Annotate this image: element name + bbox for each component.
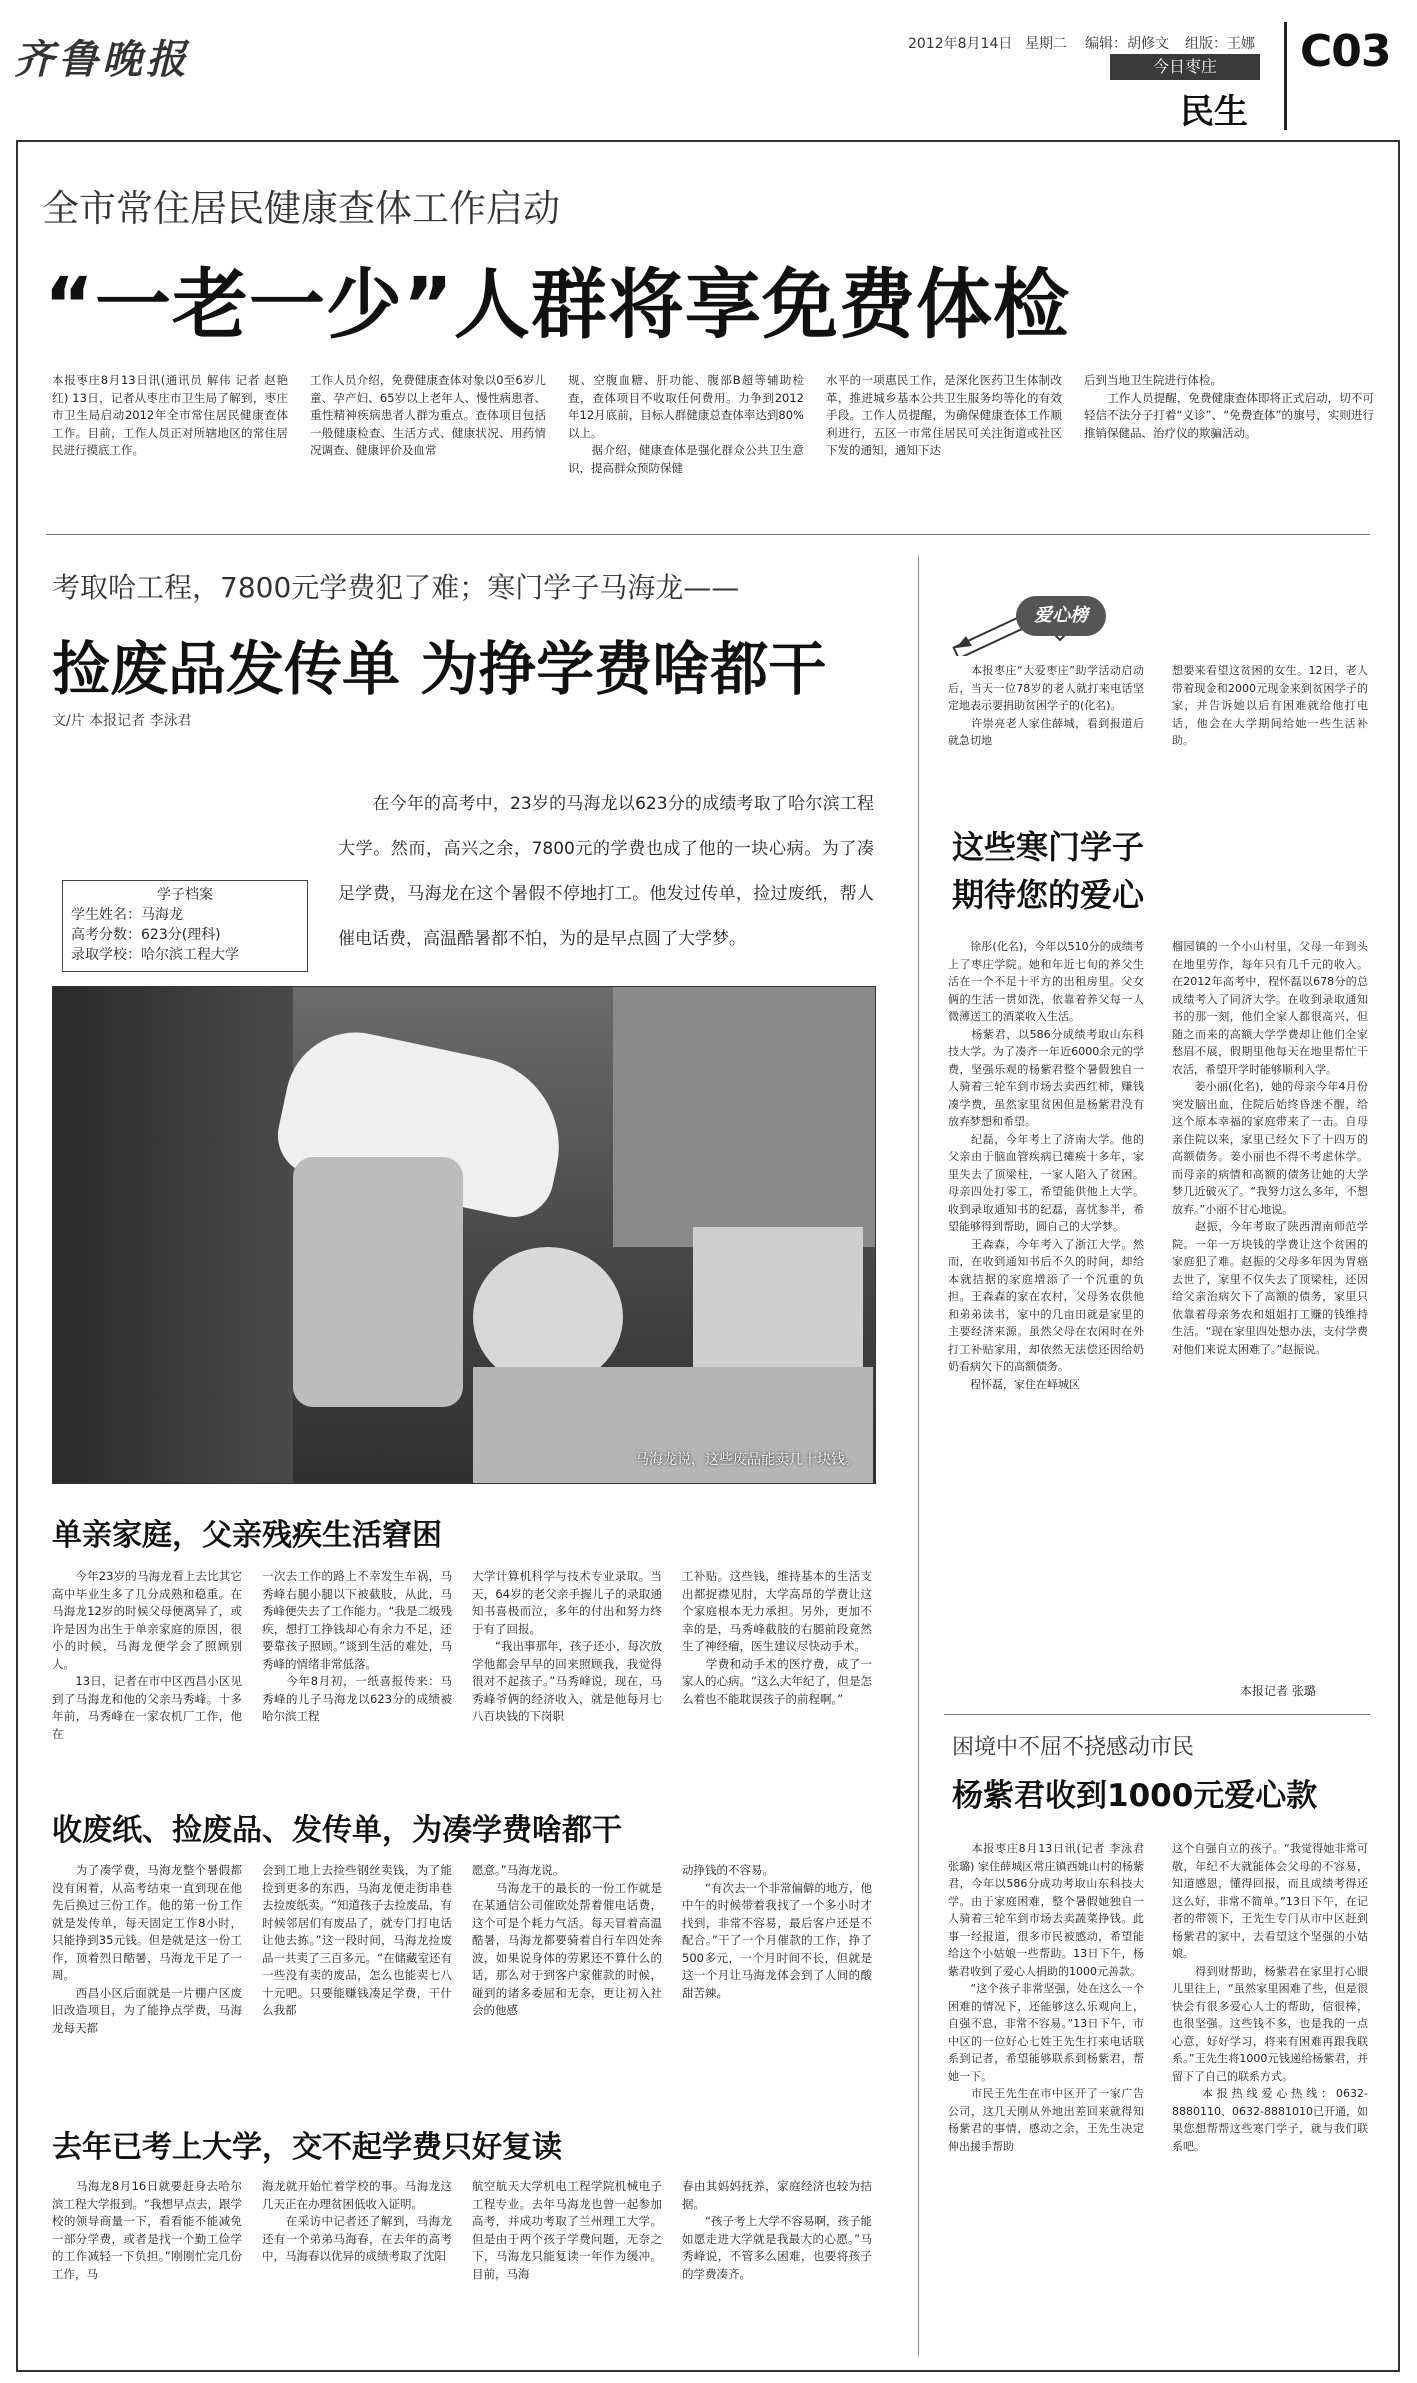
sec3-col-1: 马海龙8月16日就要赶身去哈尔滨工程大学报到。“我想早点去，跟学校的领导商量一下，看看能不能减免一部分学费，或者是找一个勤工俭学的工作减轻一下负担。”刚刚忙完几份工作，马 bbox=[52, 2179, 242, 2281]
lead-col-5: 后到当地卫生院进行体检。 工作人员提醒，免费健康查体即将正式启动，切不可轻信不法分子打着“义诊”、“免费查体”的旗号，实则进行推销保健品、治疗仪的欺骗活动。 bbox=[1084, 373, 1374, 440]
sec3-col-2: 海龙就开始忙着学校的事。马海龙这几天正在办理贫困低收入证明。 在采访中记者还了解到，马海龙还有一个弟弟马海春，在去年的高考中，马海春以优异的成绩考取了沈阳 bbox=[262, 2179, 452, 2263]
right-students-col-1: 徐彤(化名)，今年以510分的成绩考上了枣庄学院。她和年近七旬的养父生活在一个不足十平方的出租房里。父女俩的生活一贯如洗，依靠着养父每一人微薄送工的酒菜收入生活。 杨紫君，以586分成绩考取山东科技大学。为了凑齐一年近6000余元的学费，坚强乐观的杨紫君整个暑假独自一人骑着三轮车到市场去卖西红柿，赚钱凑学费，虽然家里贫困但是杨紫君没有放弃梦想和希望。 纪磊，今年考上了济南大学。他的父亲由于脑血管疾病已瘫痪十多年，家里失去了顶梁柱，一家人陷入了贫困。母亲四处打零工，希望能供他上大学。收到录取通知书的纪磊，喜忧参半，希望能够得到帮助，圆自己的大学梦。 王森森，今年考入了浙江大学。然而，在收到通知书后不久的时间，却给本就拮据的家庭增添了一个沉重的负担。王森森的家在农村，父母务农供他和弟弟读书，家中的几亩田就是家里的主要经济来源。虽然父母在农闲时在外打工补贴家用，却依然无法偿还因给奶奶看病欠下的高额债务。 程怀磊，家住在峄城区 bbox=[948, 940, 1144, 1391]
right-students-col-2: 榴园镇的一个小山村里，父母一年到头在地里劳作，每年只有几千元的收入。在2012年高考中，程怀磊以678分的总成绩考入了同济大学。在收到录取通知书的那一刻，他们全家人都很高兴，但随之而来的高额大学学费却让他们全家愁眉不展，假期里他每天在地里帮忙干农活，希望开学时能够顺利入学。 姜小丽(化名)，她的母亲今年4月份突发脑出血，住院后始终昏迷不醒，给这个原本幸福的家庭带来了一击。自母亲住院以来，家里已经欠下了十四万的高额债务。姜小丽也不得不考虑休学。而母亲的病情和高额的债务让她的大学梦几近破灭了。“我努力这么多年，不想放弃。”小丽不甘心地说。 赵振，今年考取了陕西渭南师范学院。一年一万块钱的学费让这个贫困的家庭犯了难。赵振的父母多年因为胃癌去世了，家里不仅失去了顶梁柱，还因给父亲治病欠下了高额的债务，家里只依靠着母亲务农和姐姐打工赚的钱维持生活。“现在家里四处想办法，支付学费对他们来说太困难了。”赵振说。 bbox=[1172, 940, 1368, 1356]
sec3-col-3: 航空航天大学机电工程学院机械电子工程专业。去年马海龙也曾一起参加高考，并成功考取了兰州理工大学。但是由于两个孩子学费问题，无奈之下，马海龙只能复读一年作为缓冲。目前，马海 bbox=[472, 2179, 662, 2281]
column-separator bbox=[918, 556, 919, 2356]
love-list-badge: 爱心榜 bbox=[1016, 596, 1106, 636]
photo-sack bbox=[473, 1247, 623, 1387]
right-donation-col-2: 这个自强自立的孩子。“我觉得她非常可敬，年纪不大就能体会父母的不容易，知道感恩，懂得回报，而且成绩考得还这么好，非常不简单。”13日下午，在记者的带领下，王先生专门从市中区赶到杨紫君的家中，去看望这个坚强的小姑娘。 得到财帮助，杨紫君在家里打心眼儿里往上，“虽然家里困难了些，但是很快会有很多爱心人士的帮助，信很棒，也很坚强。这些钱不多，也是我的一点心意，好好学习，将来有困难再跟我联系。”王先生将1000元钱递给杨紫君，并留下了自己的联系方式。 本报热线爱心热线：0632-8880110、0632-8881010已开通，如果您想帮帮这些寒门学子，就与我们联系吧。 bbox=[1172, 1842, 1368, 2153]
right-intro-2: 想要来看望这贫困的女生。12日，老人带着现金和2000元现金来到贫困学子的家，并告诉她以后有困难就给他打电话，他会在大学期间给她一些生活补助。 bbox=[1172, 664, 1368, 747]
right-kicker-2: 困境中不屈不挠感动市民 bbox=[952, 1735, 1195, 1760]
page-number: C03 bbox=[1300, 26, 1391, 77]
lead-col-1: 本报枣庄8月13日讯(通讯员 解伟 记者 赵艳红) 13日，记者从枣庄市卫生局了解到，枣庄市卫生局启动2012年全市常住居民健康查体工作。目前，工作人员正对所辖地区的常住居民进行摸底工作。 bbox=[52, 373, 288, 457]
sec2-col-2: 会到工地上去捡些钢丝卖钱，为了能捡到更多的东西，马海龙便走街串巷去捡废纸卖。“知道孩子去捡废品，有时候邻居们有废品了，就专门打电话让他去拣。”这一段时间，马海龙捡废品一共卖了三百多元。“在储藏室还有一些没有卖的废品，怎么也能卖七八十元吧。只要能赚钱凑足学费，干什么我都 bbox=[262, 1863, 452, 2017]
sec1-col-4: 工补贴。这些钱，维持基本的生活支出都捉襟见肘，大学高昂的学费让这个家庭根本无力承担。另外，更加不幸的是，马秀峰截肢的右腿前段竟然生了神经瘤，医生建议尽快动手术。 学费和动手术的医疗费，成了一家人的心病。“这么大年纪了，但是怎么着也不能耽误孩子的前程啊。” bbox=[682, 1569, 872, 1706]
sec2-col-3: 愿意。”马海龙说。 马海龙干的最长的一份工作就是在某通信公司催欧处帮着催电话费，这个可是个耗力气活。每天冒着高温酷暑，马海龙都要骑着自行车四处奔波，如果说身体的劳累还不算什么的话，那么对于到客户家催款的时候，碰到的诸多委屈和无奈，更让初入社会的他感 bbox=[472, 1863, 662, 2017]
newspaper-logo: 齐鲁晚报 bbox=[14, 36, 190, 83]
right-signoff: 本报记者 张璐 bbox=[1240, 1684, 1316, 1698]
lead-col-4: 水平的一项惠民工作，是深化医药卫生体制改革，推进城乡基本公共卫生服务均等化的有效手段。工作人员提醒，为确保健康查体工作顺利进行，五区一市常住居民可关注街道或社区下发的通知，通知下达 bbox=[826, 373, 1062, 457]
main-intro: 在今年的高考中，23岁的马海龙以623分的成绩考取了哈尔滨工程大学。然而，高兴之余，7800元的学费也成了他的一块心病。为了凑足学费，马海龙在这个暑假不停地打工。他发过传单，捡过废纸，帮人催电话费，高温酷暑都不怕，为的是早点圆了大学梦。 bbox=[338, 794, 874, 949]
sec3-col-4: 春由其妈妈抚养，家庭经济也较为拮据。 “孩子考上大学不容易啊，孩子能如愿走进大学就是我最大的心愿。”马秀峰说，不管多么困难，也要将孩子的学费凑齐。 bbox=[682, 2179, 872, 2281]
lead-col-2: 工作人员介绍，免费健康查体对象以0至6岁儿童、孕产妇、65岁以上老年人、慢性病患者、重性精神疾病患者人群为重点。查体项目包括一般健康检查、生活方式、健康状况、用药情况调查、健康评价及血常 bbox=[310, 373, 546, 457]
photo-wall bbox=[613, 987, 875, 1247]
right-intro-1: 本报枣庄“大爱枣庄”助学活动启动后，当天一位78岁的老人就打来电话坚定地表示要捐助贫困学子的(化名)。 许崇亮老人家住薛城，看到报道后就急切地 bbox=[948, 664, 1144, 747]
subhead-2: 收废纸、捡废品、发传单，为凑学费啥都干 bbox=[52, 1813, 622, 1848]
main-byline: 文/片 本报记者 李泳君 bbox=[52, 713, 192, 729]
sec2-col-4: 动挣钱的不容易。 “有次去一个非常偏僻的地方，他中午的时候带着我找了一个多小时才找到，非常不容易，最后客户还是不配合。”干了一个月催款的工作，挣了500多元，一个月时间不长，但就是这一个月让马海龙体会到了人间的酸甜苦辣。 bbox=[682, 1863, 872, 2000]
right-headline-3: 杨紫君收到1000元爱心款 bbox=[952, 1778, 1318, 1814]
editor-credit: 编辑：胡修文 bbox=[1085, 36, 1169, 52]
issue-date: 2012年8月14日 bbox=[908, 36, 1013, 52]
subhead-3: 去年已考上大学，交不起学费只好复读 bbox=[52, 2130, 562, 2165]
story-photo bbox=[52, 986, 876, 1484]
profile-title: 学子档案 bbox=[157, 887, 213, 903]
lead-headline: “一老一少”人群将享免费体检 bbox=[44, 260, 1070, 349]
profile-score: 高考分数：623分(理科) bbox=[71, 927, 221, 943]
sec1-col-3: 大学计算机科学与技术专业录取。当天，64岁的老父亲手握儿子的录取通知书喜极而泣，多年的付出和努力终于有了回报。 “我出事那年，孩子还小，每次放学他都会早早的回来照顾我，我觉得很对不起孩子。”马秀峰说，现在，马秀峰爷俩的经济收入，就是他每月七八百块钱的下岗职 bbox=[472, 1569, 662, 1723]
sec1-col-2: 一次去工作的路上不幸发生车祸，马秀峰右腿小腿以下被截肢，从此，马秀峰便失去了工作能力。“我是二级残疾，想打工挣钱却心有余力不足，还要靠孩子照顾。”谈到生活的难处，马秀峰的情绪非常低落。 今年8月初，一纸喜报传来：马秀峰的儿子马海龙以623分的成绩被哈尔滨工程 bbox=[262, 1569, 452, 1723]
profile-school: 录取学校：哈尔滨工程大学 bbox=[71, 947, 239, 963]
right-headline-1: 这些寒门学子 bbox=[952, 828, 1145, 866]
photo-person-shorts bbox=[293, 1157, 463, 1407]
lead-divider bbox=[46, 534, 1370, 535]
lead-col-3: 规、空腹血糖、肝功能、腹部B超等辅助检查，查体项目不收取任何费用。力争到2012年12月底前，目标人群健康总查体率达到80%以上。 据介绍，健康查体是强化群众公共卫生意识，提高群众预防保健 bbox=[568, 373, 804, 475]
main-headline: 捡废品发传单 为挣学费啥都干 bbox=[52, 635, 827, 703]
layout-credit: 组版：王娜 bbox=[1185, 36, 1255, 52]
photo-caption: 马海龙说，这些废品能卖几十块钱。 bbox=[635, 1452, 859, 1468]
section-tag: 今日枣庄 bbox=[1110, 54, 1260, 80]
student-profile-box bbox=[62, 880, 308, 972]
right-divider bbox=[944, 1714, 1370, 1715]
masthead-divider bbox=[1284, 22, 1287, 130]
sec2-col-1: 为了凑学费，马海龙整个暑假都没有闲着，从高考结束一直到现在他先后换过三份工作。他的第一份工作就是发传单，每天固定工作8小时，只能挣到35元钱。但是就是这一份工作，顶着烈日酷暑，马海龙干足了一周。 西昌小区后面就是一片棚户区废旧改造项目，为了能挣点学费，马海龙每天都 bbox=[52, 1863, 242, 2035]
profile-name: 学生姓名：马海龙 bbox=[71, 907, 183, 923]
right-donation-col-1: 本报枣庄8月13日讯(记者 李泳君 张璐) 家住薛城区常庄镇西姚山村的杨紫君，今年以586分成功考取山东科技大学。由于家庭困难，整个暑假她独自一人骑着三轮车到市场去卖蔬菜挣钱。此事一经报道，很多市民被感动，希望能给这个小姑娘一些帮助。13日下午，杨紫君收到了爱心人捐助的1000元善款。 “这个孩子非常坚强，处在这么一个困难的情况下，还能够这么乐观向上，自强不息，非常不容易。”13日下午，市中区的一位好心七姓王先生打来电话联系到记者，希望能够联系到杨紫君，帮她一下。 市民王先生在市中区开了一家广告公司，这几天刚从外地出差回来就得知杨紫君的事情，感动之余，王先生决定伸出援手帮助 bbox=[948, 1842, 1144, 2153]
right-headline-2: 期待您的爱心 bbox=[952, 876, 1145, 914]
main-kicker: 考取哈工程，7800元学费犯了难；寒门学子马海龙—— bbox=[52, 571, 740, 604]
photo-doorframe bbox=[53, 987, 293, 1483]
love-list-badge-box bbox=[952, 590, 1142, 656]
lead-kicker: 全市常住居民健康查体工作启动 bbox=[42, 187, 560, 230]
subhead-1: 单亲家庭，父亲残疾生活窘困 bbox=[52, 1518, 442, 1553]
sec1-col-1: 今年23岁的马海龙看上去比其它高中毕业生多了几分成熟和稳重。在马海龙12岁的时候父母便离异了，或许是因为出生于单亲家庭的原因，很小的时候，马海龙便学会了照顾别人。 13日，记者在市中区西昌小区见到了马海龙和他的父亲马秀峰。十多年前，马秀峰在一家农机厂工作，他在 bbox=[52, 1569, 242, 1741]
section-name: 民生 bbox=[1180, 92, 1248, 132]
issue-weekday: 星期二 bbox=[1025, 36, 1067, 52]
